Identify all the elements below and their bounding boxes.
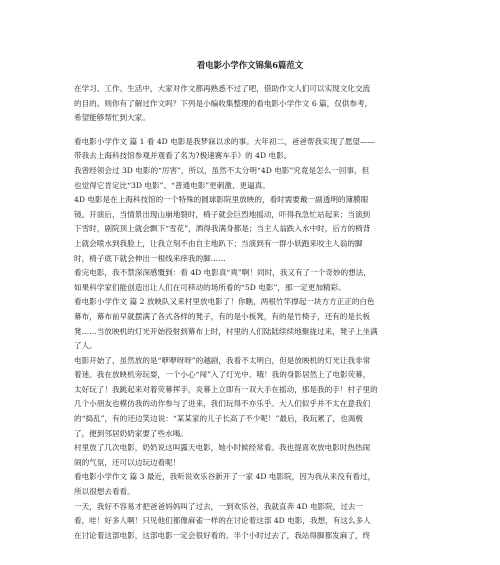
intro-line: 在学习、工作、生活中，大家对作文都再熟悉不过了吧，借助作文人们可以实现文化交流 bbox=[74, 84, 371, 93]
body-line: 时，椅子底下就会伸出一根线来痒我的脚…… bbox=[74, 253, 226, 263]
body-line: 也觉得它肯定比“3D 电影”、“普通电影”更刺激、更逼真。 bbox=[74, 180, 270, 190]
body-line: 看电影小学作文 篇 3 最近，我听说欢乐谷新开了一家 4D 电影院，因为我从来没有看过， bbox=[74, 472, 376, 482]
body-line: 带我去上海科技馆参观并观看了名为?极速赛车手》的 4D 电影。 bbox=[74, 151, 292, 161]
body-line: 我曾经领会过 3D 电影的“厉害”，所以，虽然不太分明“4D 电影”究竟是怎么一回事，但 bbox=[74, 165, 370, 175]
body-line: 看，哇！好多人啊！只见他们都像麻雀一样的在讨论着这部 4D 电影，我想，有这么多人 bbox=[74, 516, 371, 526]
body-line: 着迷。我在放映机旁玩耍，一个小心“闯”入了灯光中。哦！我的身影居然上了电影荧幕， bbox=[74, 370, 371, 380]
body-line: 闹的气氛，还可以边玩边看呢！ bbox=[74, 457, 181, 467]
body-line: 一天，我好不容易才把爸爸妈妈叫了过去，一到欢乐谷，我就直奔 4D 电影院，过去一 bbox=[74, 501, 364, 511]
body-section bbox=[74, 135, 426, 544]
body-line: 上就会喷水到我脸上，让我立刻不由自主地趴下；当演到有一群小妖跑来咬主人翁的脚 bbox=[74, 238, 363, 248]
body-line: 镜。开演后，当情景出现山崩地裂时，椅子就会巨烈地摇动，吓得我急忙站起来；当演到 bbox=[74, 209, 371, 219]
intro-section bbox=[74, 82, 426, 126]
body-line: 了人。 bbox=[74, 341, 97, 351]
body-line: 下雪时，剧院顶上就会飘下“雪花”，洒得我满身都是；当主人翁跌入水中时，后方的椅背 bbox=[74, 224, 371, 234]
body-line: 太好玩了！我跳起来对着荧幕挥手，炎幕上立即有一双大手在摇动，那是我的手！村子里的 bbox=[74, 384, 378, 394]
body-line: 的“捣乱”，有的还边笑边说：“某某家的儿子长高了不少呢！”最后，我玩累了，也渴极 bbox=[74, 414, 363, 424]
body-line: 几个小朋友也模仿我的动作参与了进来，我们玩得不亦乐乎。大人们似乎并不太在意我们 bbox=[74, 399, 371, 409]
intro-line: 希望能够帮忙到大家。 bbox=[74, 113, 150, 123]
body-line: 幕布，幕布前早就摆满了各式各样的凳子，有的是小板凳，有的是竹椅子，还有的是长板 bbox=[74, 311, 371, 321]
document-title: 看电影小学作文锦集6篇范文 bbox=[196, 60, 304, 70]
body-line: 看电影小学作文 篇 2 放映队又来村里放电影了！你瞧，两根竹竿撑起一块方方正正的白色 bbox=[74, 297, 375, 307]
body-line: 村里放了几次电影，奶奶说这叫露天电影，她小时候经常看。我也提喜欢放电影时热热闹 bbox=[74, 443, 371, 453]
body-line: 了，便到邻居奶奶家要了些水喝。 bbox=[74, 428, 188, 438]
body-line: 看电影小学作文 篇 1 看 4D 电影是我梦寐以求的事。大年初二，爸爸帮我实现了愿望—— bbox=[74, 136, 376, 146]
body-line: 4D 电影是在上海科技馆的一个特殊的圆球影院里放映的，看时需要戴一副透明的簿膜眼 bbox=[74, 195, 369, 205]
body-line: 所以很想去看看。 bbox=[74, 487, 135, 497]
section-gap bbox=[74, 126, 426, 135]
body-line: 如果科学家们能创造出让人们在可移动的场所看的“5D 电影”，那一定更加精彩。 bbox=[74, 282, 346, 292]
body-line: 凳……当放映机的灯光开始投射到幕布上时，村里的人们陆陆续续地聚拢过来，凳子上坐满 bbox=[74, 326, 378, 336]
intro-line: 的目的。则你有了解过作文吗？下列是小编收集整理的看电影小学作文 6 篇，仅供参考， bbox=[74, 98, 373, 108]
body-line: 在讨论着这部电影，这部电影一定会很好看的。半个小时过去了，我站得脚都发麻了，终 bbox=[74, 530, 371, 540]
body-line: 看完电影，我不禁深深感慨到：看 4D 电影真“爽”啊！同时，我又有了一个奇妙的想法， bbox=[74, 268, 371, 278]
body-line: 电影开始了，虽然放的是“咿咿呀呀”的越剧，我看不太明白，但是放映机的灯光让我非常 bbox=[74, 355, 371, 365]
